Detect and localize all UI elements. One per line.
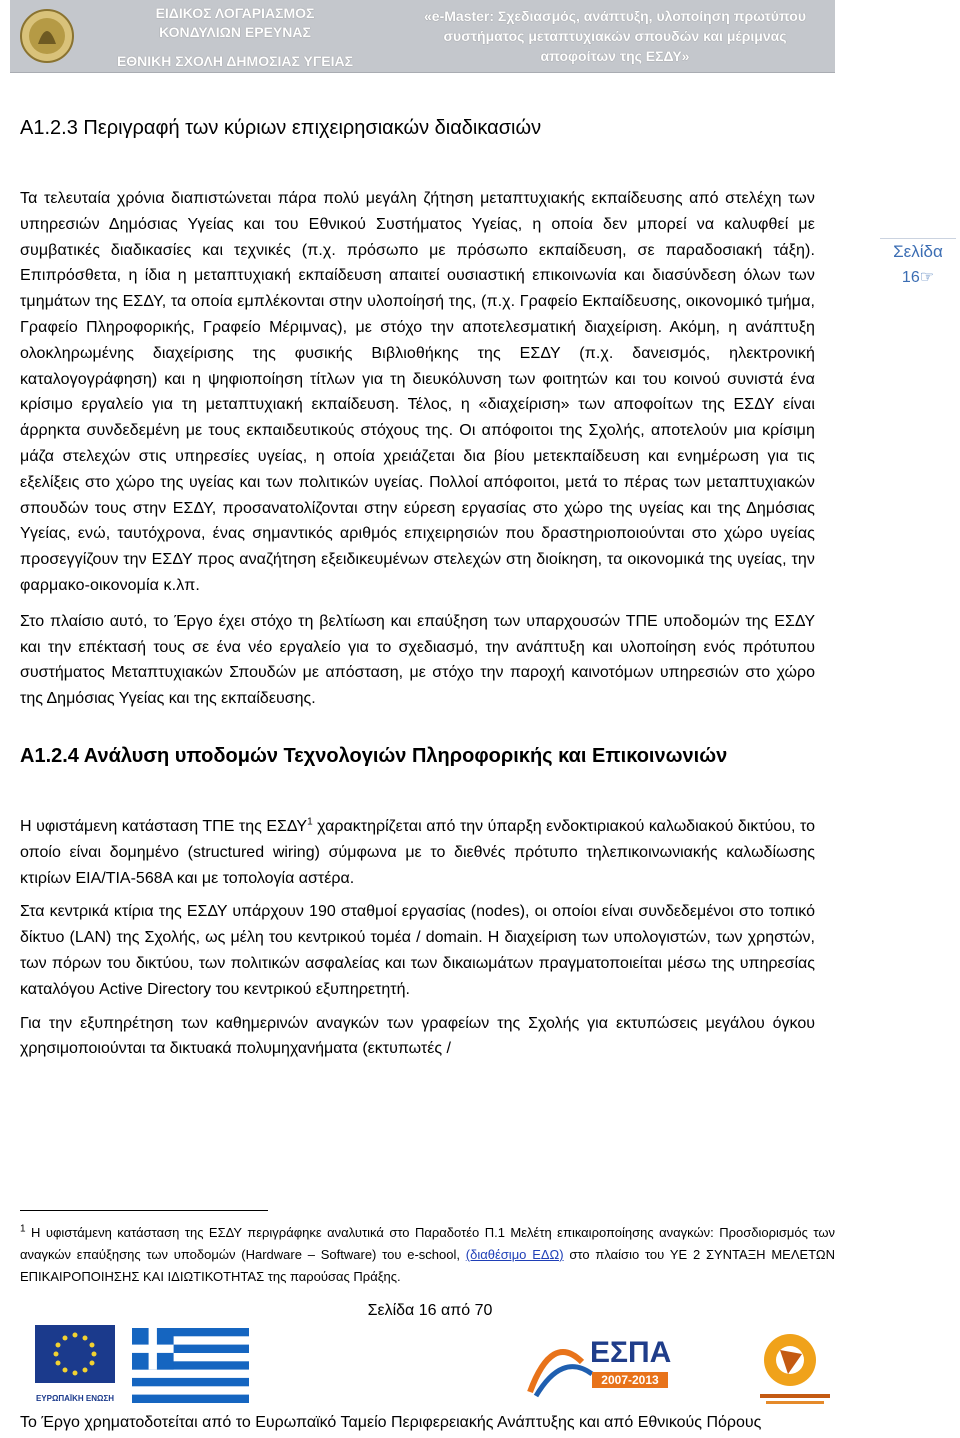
funding-statement: Το Έργο χρηματοδοτείται από το Ευρωπαϊκό Ταμείο Περιφερειακής Ανάπτυξης και από Εθνικούς Πόρους	[20, 1414, 762, 1431]
document-header	[10, 0, 835, 73]
eu-flag-logo	[25, 1325, 125, 1407]
section-2-paragraph-1	[20, 814, 815, 891]
paragraph-text: χαρακτηρίζεται από την ύπαρξη ενδοκτιριακού καλωδιακού δικτύου, το οποίο είναι δομημένο (structured wiring) σύμφωνα με το διεθνές πρότυπο τηλεπικοινωνιακής καλωδίωσης κτιρίων EIA/TIA-568A και με τοπολογία αστέρα.	[20, 817, 816, 887]
footnote	[20, 1222, 835, 1288]
espa-label: ΕΣΠΑ	[590, 1336, 672, 1369]
section-1-paragraph-2: Στο πλαίσιο αυτό, το Έργο έχει στόχο τη βελτίωση και επαύξηση των υπαρχουσών ΤΠΕ υποδομών της ΕΣΔΥ και την επέκτασή τους σε ένα νέο εργαλείο για το σχεδιασμό, την ανάπτυξη και υλοποίηση ενός πρότυπου συστήματος Μεταπτυχιακών Σπουδών με απόσταση, με στόχο την παροχή καινοτόμων υπηρεσιών στο χώρο της Δημόσιας Υγείας και της εκπαίδευσης.	[20, 612, 815, 708]
section-2-paragraph-3: Για την εξυπηρέτηση των καθημερινών αναγκών των γραφείων της Σχολής για εκτυπώσεις μεγάλου όγκου χρησιμοποιούνται τα δικτυακά πολυμηχανήματα (εκτυπωτές /	[20, 1014, 815, 1058]
school-emblem-icon	[18, 6, 76, 66]
footnote-text-end: στο πλαίσιο του ΥΕ 2 ΣΥΝΤΑΞΗ ΜΕΛΕΤΩΝ ΕΠΙΚΑΙΡΟΠΟΙΗΣΗΣ ΚΑΙ ΙΔΙΩΤΙΚΟΤΗΤΑΣ της παρούσας Πράξης.	[20, 1247, 835, 1284]
section-2-paragraph-2: Στα κεντρικά κτίρια της ΕΣΔΥ υπάρχουν 190 σταθμοί εργασίας (nodes), οι οποίοι είναι συνδεδεμένοι στο τοπικό δίκτυο (LAN) της Σχολής, ως μέλη του κεντρικού τομέα / domain. Η διαχείριση των υπολογιστών, των χρηστών, των πόρων του δικτύου, των πολιτικών ασφαλείας και των δικαιωμάτων πραγματοποιείται μέσω της υπηρεσίας καταλόγου Active Directory του κεντρικού εξυπηρετητή.	[20, 903, 815, 998]
organization-name	[85, 4, 385, 71]
footnote-link[interactable]: (διαθέσιμο ΕΔΩ)	[465, 1247, 564, 1262]
side-page-number: 16	[901, 269, 920, 286]
espa-years: 2007-2013	[601, 1373, 659, 1387]
main-content	[20, 114, 815, 1062]
greek-flag-logo	[132, 1328, 249, 1403]
eu-label: ΕΥΡΩΠΑΪΚΗ ΕΝΩΣΗ	[35, 1394, 115, 1403]
org-line-3: ΕΘΝΙΚΗ ΣΧΟΛΗ ΔΗΜΟΣΙΑΣ ΥΓΕΙΑΣ	[116, 53, 354, 69]
org-line-2: ΚΟΝΔΥΛΙΩΝ ΕΡΕΥΝΑΣ	[159, 24, 311, 40]
side-page-label: Σελίδα	[893, 242, 943, 261]
project-line-2: συστήματος μεταπτυχιακών σπουδών και μέριμνας	[443, 28, 787, 44]
operational-programme-logo	[750, 1330, 840, 1410]
pointing-hand-icon: ☞	[919, 269, 935, 286]
espa-logo	[522, 1322, 672, 1408]
footnote-separator	[20, 1210, 268, 1211]
project-title	[400, 6, 830, 66]
page-number: Σελίδα 16 από 70	[367, 1302, 493, 1319]
section-heading-1: Α1.2.3 Περιγραφή των κύριων επιχειρησιακών διαδικασιών	[20, 117, 542, 139]
footnote-text: Η υφιστάμενη κατάσταση της ΕΣΔΥ περιγράφηκε αναλυτικά στο Παραδοτέο Π.1 Μελέτη επικαιροποίησης αναγκών: Προσδιορισμός των αναγκών επαύξησης των υποδομών (Hardware – Software) του e-school,	[20, 1225, 835, 1262]
footnote-reference[interactable]: 1	[307, 816, 313, 828]
project-line-3: αποφοίτων της ΕΣΔΥ»	[540, 48, 690, 64]
section-heading-2: Α1.2.4 Ανάλυση υποδομών Τεχνολογιών Πληροφορικής και Επικοινωνιών	[20, 744, 728, 767]
section-1-paragraph-1: Τα τελευταία χρόνια διαπιστώνεται πάρα πολύ μεγάλη ζήτηση μεταπτυχιακής εκπαίδευσης από στελέχη των υπηρεσιών Δημόσιας Υγείας και του Εθνικού Συστήματος Υγείας, η οποία δεν μπορεί να καλυφθεί με συμβατικές διαδικασίες και τεχνικές (π.χ. πρόσωπο με πρόσωπο εκπαίδευση, σε παραδοσιακή τάξη). Επιπρόσθετα, η ίδια η μεταπτυχιακή εκπαίδευση απαιτεί ουσιαστική επικοινωνία και διασύνδεση όλων των τμημάτων της ΕΣΔΥ, τα οποία εμπλέκονται στην υλοποίησή της, (π.χ. Γραφείο Εκπαίδευσης, οικονομικό τμήμα, Γραφείο Πληροφορικής, Γραφείο Μέριμνας), με στόχο την αποτελεσματική διαχείριση. Ακόμη, η ανάπτυξη ολοκληρωμένης διαχείρισης της φυσικής Βιβλιοθήκης της ΕΣΔΥ (π.χ. δανεισμός, ηλεκτρονική καταλογογράφηση) και η ψηφιοποίηση τίτλων για τη διευκόλυνση των φοιτητών και του κοινού συνιστά ένα κρίσιμο εργαλείο για τη μεταπτυχιακή εκπαίδευση. Τέλος, η «διαχείριση» των αποφοίτων της ΕΣΔΥ είναι άρρηκτα συνδεδεμένη με τους εκπαιδευτικούς στόχους της. Οι απόφοιτοι της Σχολής, αποτελούν μια κρίσιμη μάζα στελεχών στις υπηρεσίες υγείας, η οποία χρειάζεται δια βίου μετεκπαίδευση και ενημέρωση για τις εξελίξεις στο χώρο της υγείας και των πολιτικών υγείας. Πολλοί απόφοιτοι, μετά το πέρας των μεταπτυχιακών σπουδών τους στην ΕΣΔΥ, προσανατολίζονται στην εύρεση εργασίας στο χώρο της υγείας και της Δημόσιας Υγείας, ενώ, ταυτόχρονα, ένας σημαντικός αριθμός επιχειρησιών που δραστηριοποιούνται στο χώρο υγείας προσεγγίζουν την ΕΣΔΥ προς αναζήτηση εξειδικευμένων στελεχών στη διοίκηση, τα οικονομικά της υγείας, την φαρμακο-οικονομία κ.λπ.	[20, 190, 815, 594]
side-page-marker	[880, 238, 956, 291]
paragraph-text: Η υφιστάμενη κατάσταση ΤΠΕ της ΕΣΔΥ	[20, 817, 308, 835]
org-line-1: ΕΙΔΙΚΟΣ ΛΟΓΑΡΙΑΣΜΟΣ	[155, 5, 315, 21]
project-line-1: «e-Master: Σχεδιασμός, ανάπτυξη, υλοποίηση πρωτύπου	[424, 8, 806, 24]
footnote-number: 1	[20, 1223, 26, 1235]
